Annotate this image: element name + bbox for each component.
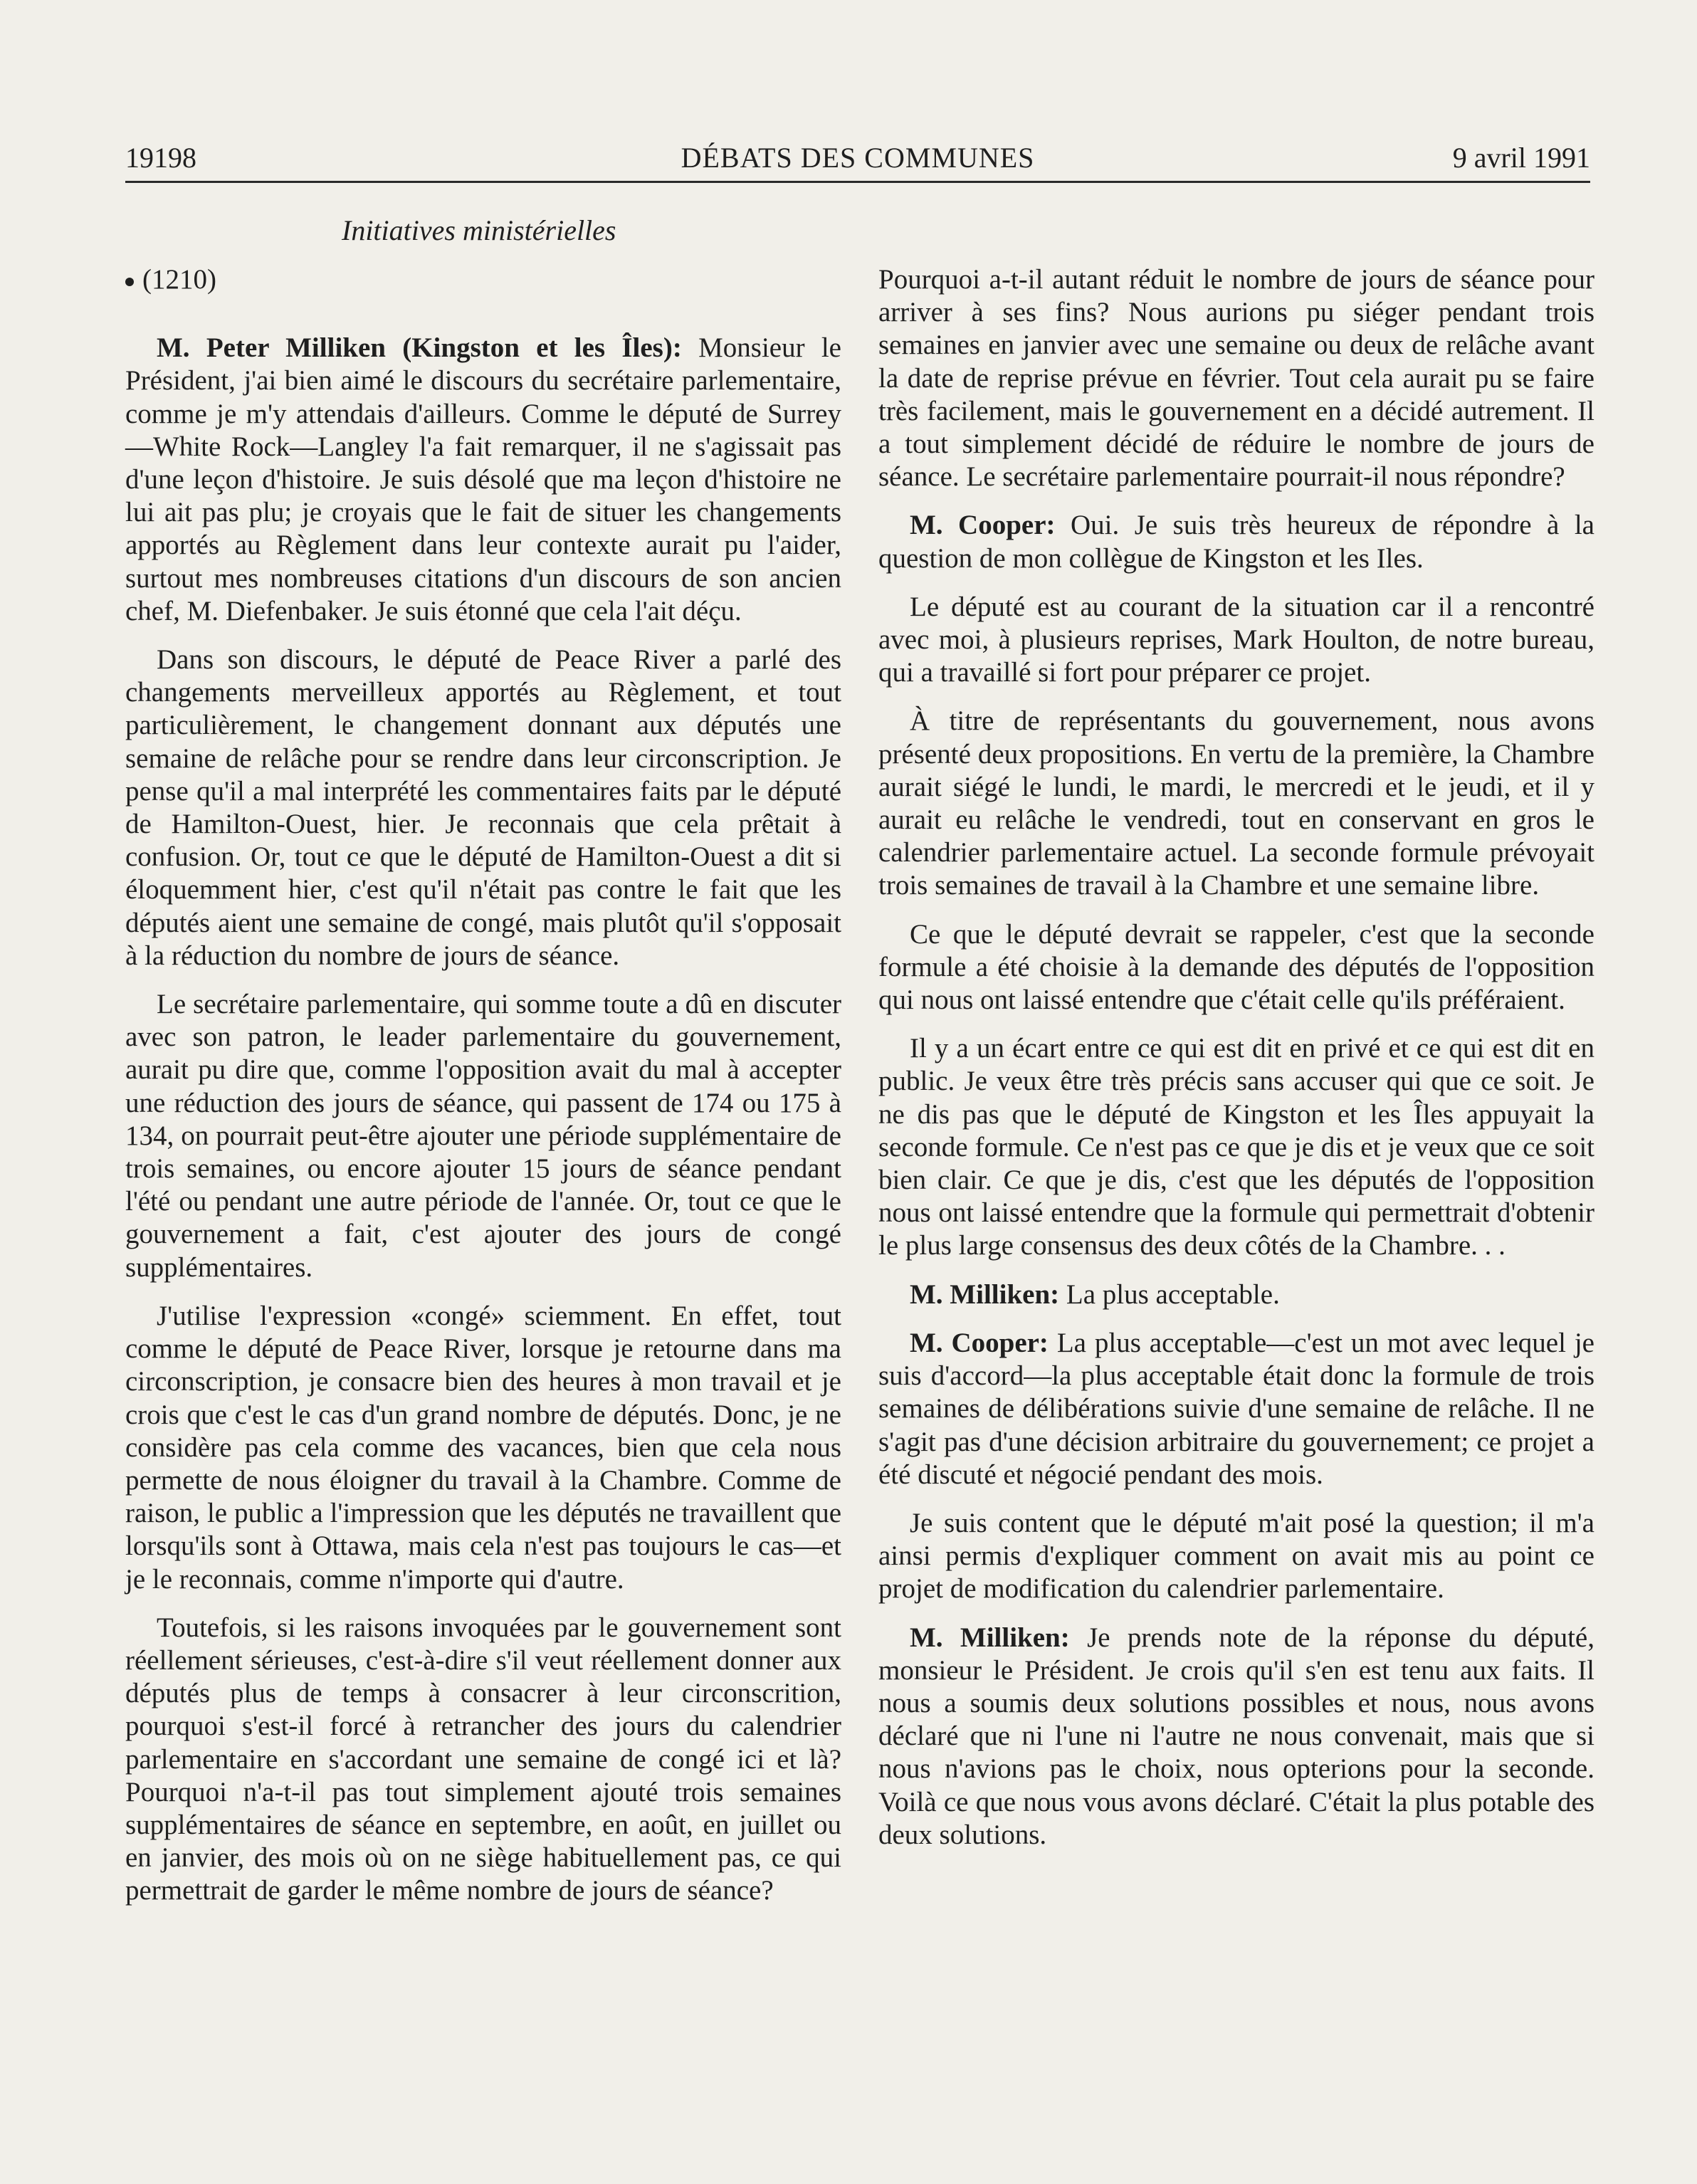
paragraph-text: Dans son discours, le député de Peace River a parlé des changements merveilleux apportés au Règlement, et tout particulièrement, le changement donnant aux députés une semaine de relâche pour se rendre dans leur circonscription. Je pense qu'il a mal interprété les commentaires faits par le député de Hamilton-Ouest, hier. Je reconnais que cela prêtait à confusion. Or, tout ce que le député de Hamilton-Ouest a dit si éloquemment hier, c'est qu'il n'était pas contre le fait que les députés aient une semaine de congé, mais plutôt qu'il s'opposait à la réduction du nombre de jours de séance.: [125, 644, 841, 971]
right-column: [878, 263, 1594, 1867]
paragraph: [878, 705, 1594, 902]
speaker-name: M. Cooper:: [910, 1327, 1049, 1358]
paragraph: [878, 591, 1594, 690]
paragraph-text: J'utilise l'expression «congé» sciemment. En effet, tout comme le député de Peace River, lorsque je retourne dans ma circonscription, je consacre bien des heures à mon travail et je crois que c'est le cas d'un grand nombre de députés. Donc, je ne considère pas cela comme des vacances, bien que cela nous permette de nous éloigner du travail à la Chambre. Comme de raison, le public a l'impression que les députés ne travaillent que lorsqu'ils sont à Ottawa, mais cela n'est pas toujours le cas—et je le reconnais, comme n'importe qui d'autre.: [125, 1300, 841, 1595]
paragraph: [125, 332, 841, 628]
speaker-name: M. Milliken:: [910, 1622, 1070, 1653]
speaker-name: M. Cooper:: [910, 510, 1056, 541]
paragraph: [125, 1300, 841, 1596]
page-header: [125, 140, 1590, 183]
paragraph: [878, 918, 1594, 1017]
paragraph: [125, 644, 841, 972]
paragraph: [878, 1279, 1594, 1311]
right-paragraphs: [878, 263, 1594, 1852]
page-number: 19198: [125, 142, 196, 174]
paragraph-text: Toutefois, si les raisons invoquées par le gouvernement sont réellement sérieuses, c'est-à-dire s'il veut réellement donner aux députés plus de temps à consacrer à leur circonscrition, pourquoi s'est-il forcé à retrancher des jours du calendrier parlementaire en s'accordant une semaine de congé ici et là? Pourquoi n'a-t-il pas tout simplement ajouté trois semaines supplémentaires de séance en septembre, en août, en juillet ou en janvier, des mois où on ne siège habituellement pas, ce qui permettrait de garder le même nombre de jours de séance?: [125, 1612, 841, 1906]
paragraph: [878, 263, 1594, 493]
publication-title: DÉBATS DES COMMUNES: [681, 142, 1035, 174]
paragraph-text: Oui. Je suis très heureux de répondre à la question de mon collègue de Kingston et les Iles.: [878, 510, 1594, 574]
paragraph-text: Monsieur le Président, j'ai bien aimé le discours du secrétaire parlementaire, comme je m'y attendais d'ailleurs. Comme le député de Surrey—White Rock—Langley l'a fait remarquer, il ne s'agissait pas d'une leçon d'histoire. Je suis désolé que ma leçon d'histoire ne lui ait pas plu; je croyais que le fait de situer les changements apportés au Règlement dans leur contexte aurait pu l'aider, surtout mes nombreuses citations d'un discours de son ancien chef, M. Diefenbaker. Je suis étonné que cela l'ait déçu.: [125, 332, 841, 626]
speaker-name: M. Milliken:: [910, 1279, 1060, 1310]
paragraph-text: La plus acceptable—c'est un mot avec lequel je suis d'accord—la plus acceptable était donc la formule de trois semaines de délibérations suivie d'une semaine de relâche. Il ne s'agit pas d'une décision arbitraire du gouvernement; ce projet a été discuté et négocié pendant des mois.: [878, 1327, 1594, 1490]
paragraph: [878, 1507, 1594, 1606]
paragraph: [125, 1612, 841, 1908]
paragraph: [878, 1622, 1594, 1852]
paragraph: [878, 509, 1594, 574]
left-column: [125, 263, 841, 1923]
paragraph-text: Je prends note de la réponse du député, monsieur le Président. Je crois qu'il s'en est tenu aux faits. Il nous a soumis deux solutions possibles et nous, nous avons déclaré que ni l'une ni l'autre ne nous convenait, mais que si nous n'avions pas le choix, nous opterions pour la seconde. Voilà ce que nous vous avons déclaré. C'était la plus potable des deux solutions.: [878, 1622, 1594, 1850]
paragraph: [125, 988, 841, 1284]
left-paragraphs: [125, 332, 841, 1907]
paragraph-text: La plus acceptable.: [1059, 1279, 1280, 1310]
bullet-icon: [125, 278, 134, 286]
speaker-name: M. Peter Milliken (Kingston et les Îles):: [157, 332, 682, 364]
paragraph-text: À titre de représentants du gouvernement, nous avons présenté deux propositions. En vertu de la première, la Chambre aurait siégé le lundi, le mardi, le mercredi et le jeudi, et il y aurait eu relâche le vendredi, tout en conservant en gros le calendrier parlementaire actuel. La seconde formule prévoyait trois semaines de travail à la Chambre et une semaine libre.: [878, 705, 1594, 901]
paragraph-text: Le député est au courant de la situation car il a rencontré avec moi, à plusieurs reprises, Mark Houlton, de notre bureau, qui a travaillé si fort pour préparer ce projet.: [878, 591, 1594, 688]
paragraph: [878, 1032, 1594, 1262]
paragraph-text: Ce que le député devrait se rappeler, c'est que la seconde formule a été choisie à la demande des députés de l'opposition qui nous ont laissé entendre que c'était celle qu'ils préféraient.: [878, 918, 1594, 1016]
time-marker-text: (1210): [142, 264, 216, 295]
page-date: 9 avril 1991: [1452, 142, 1590, 174]
paragraph: [878, 1327, 1594, 1491]
paragraph-text: Le secrétaire parlementaire, qui somme toute a dû en discuter avec son patron, le leader parlementaire du gouvernement, aurait pu dire que, comme l'opposition avait du mal à accepter une réduction des jours de séance, qui passent de 174 ou 175 à 134, on pourrait peut-être ajouter une période supplémentaire de trois semaines, ou encore ajouter 15 jours de séance pendant l'été ou pendant une autre période de l'année. Or, tout ce que le gouvernement a fait, c'est ajouter des jours de congé supplémentaires.: [125, 989, 841, 1283]
paragraph-text: Il y a un écart entre ce qui est dit en privé et ce qui est dit en public. Je veux être très précis sans accuser qui que ce soit. Je ne dis pas que le député de Kingston et les Îles appuyait la seconde formule. Ce n'est pas ce que je dis et je veux que ce soit bien clair. Ce que je dis, c'est que les députés de l'opposition nous ont laissé entendre que la formule qui permettrait d'obtenir le plus large consensus des deux côtés de la Chambre. . .: [878, 1033, 1594, 1261]
paragraph-text: Je suis content que le député m'ait posé la question; il m'a ainsi permis d'expliquer comment on avait mis au point ce projet de modification du calendrier parlementaire.: [878, 1507, 1594, 1605]
paragraph-text: Pourquoi a-t-il autant réduit le nombre de jours de séance pour arriver à ses fins? Nous aurions pu siéger pendant trois semaines en janvier avec une semaine ou deux de relâche avant la date de reprise prévue en février. Tout cela aurait pu se faire très facilement, mais le gouvernement en a décidé autrement. Il a tout simplement décidé de réduire le nombre de jours de séance. Le secrétaire parlementaire pourrait-il nous répondre?: [878, 264, 1594, 493]
time-marker: [125, 263, 841, 296]
section-title: Initiatives ministérielles: [342, 214, 616, 246]
